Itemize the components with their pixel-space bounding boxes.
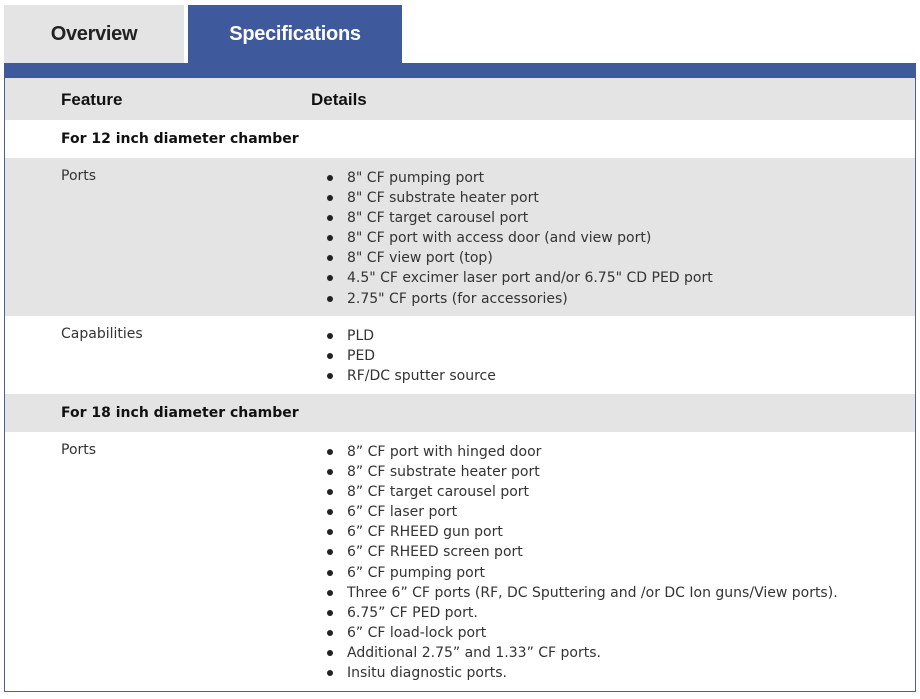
section-title: For 18 inch diameter chamber xyxy=(61,405,299,421)
list-item: Three 6” CF ports (RF, DC Sputtering and /or DC Ion guns/View ports). xyxy=(311,583,838,603)
list-item: 8” CF port with hinged door xyxy=(311,442,838,462)
list-item: 6.75” CF PED port. xyxy=(311,603,838,623)
column-header-details: Details xyxy=(311,90,367,109)
column-header-feature: Feature xyxy=(61,90,123,109)
list-item: 4.5" CF excimer laser port and/or 6.75" CD PED port xyxy=(311,268,713,288)
section-title: For 12 inch diameter chamber xyxy=(61,131,299,147)
list-item: 8” CF substrate heater port xyxy=(311,462,838,482)
list-item: RF/DC sputter source xyxy=(311,366,496,386)
list-item: PLD xyxy=(311,326,496,346)
list-item: 6” CF load-lock port xyxy=(311,623,838,643)
table-row-ports-18-inch xyxy=(5,432,915,692)
tab-overview[interactable]: Overview xyxy=(4,5,184,63)
table-row-capabilities xyxy=(5,316,915,394)
details-list xyxy=(311,168,713,309)
list-item: 6” CF RHEED screen port xyxy=(311,542,838,562)
feature-label: Ports xyxy=(61,168,97,184)
table-row-ports-12-inch xyxy=(5,158,915,316)
tab-panel-top-bar xyxy=(4,63,916,78)
list-item: PED xyxy=(311,346,496,366)
feature-label: Ports xyxy=(61,442,97,458)
feature-label: Capabilities xyxy=(61,326,143,342)
section-row-18-inch xyxy=(5,394,915,432)
list-item: 8" CF target carousel port xyxy=(311,208,713,228)
details-list xyxy=(311,326,496,386)
list-item: 8" CF pumping port xyxy=(311,168,713,188)
list-item: 6” CF RHEED gun port xyxy=(311,522,838,542)
list-item: Additional 2.75” and 1.33” CF ports. xyxy=(311,643,838,663)
list-item: 8” CF target carousel port xyxy=(311,482,838,502)
specifications-table xyxy=(4,78,916,692)
list-item: 6” CF pumping port xyxy=(311,563,838,583)
list-item: 8" CF port with access door (and view port) xyxy=(311,228,713,248)
table-header-row xyxy=(5,78,915,120)
list-item: 8" CF substrate heater port xyxy=(311,188,713,208)
list-item: Insitu diagnostic ports. xyxy=(311,663,838,683)
tab-specifications[interactable]: Specifications xyxy=(188,5,402,63)
list-item: 6” CF laser port xyxy=(311,502,838,522)
details-list xyxy=(311,442,838,683)
list-item: 2.75" CF ports (for accessories) xyxy=(311,289,713,309)
section-row-12-inch xyxy=(5,120,915,158)
list-item: 8" CF view port (top) xyxy=(311,248,713,268)
